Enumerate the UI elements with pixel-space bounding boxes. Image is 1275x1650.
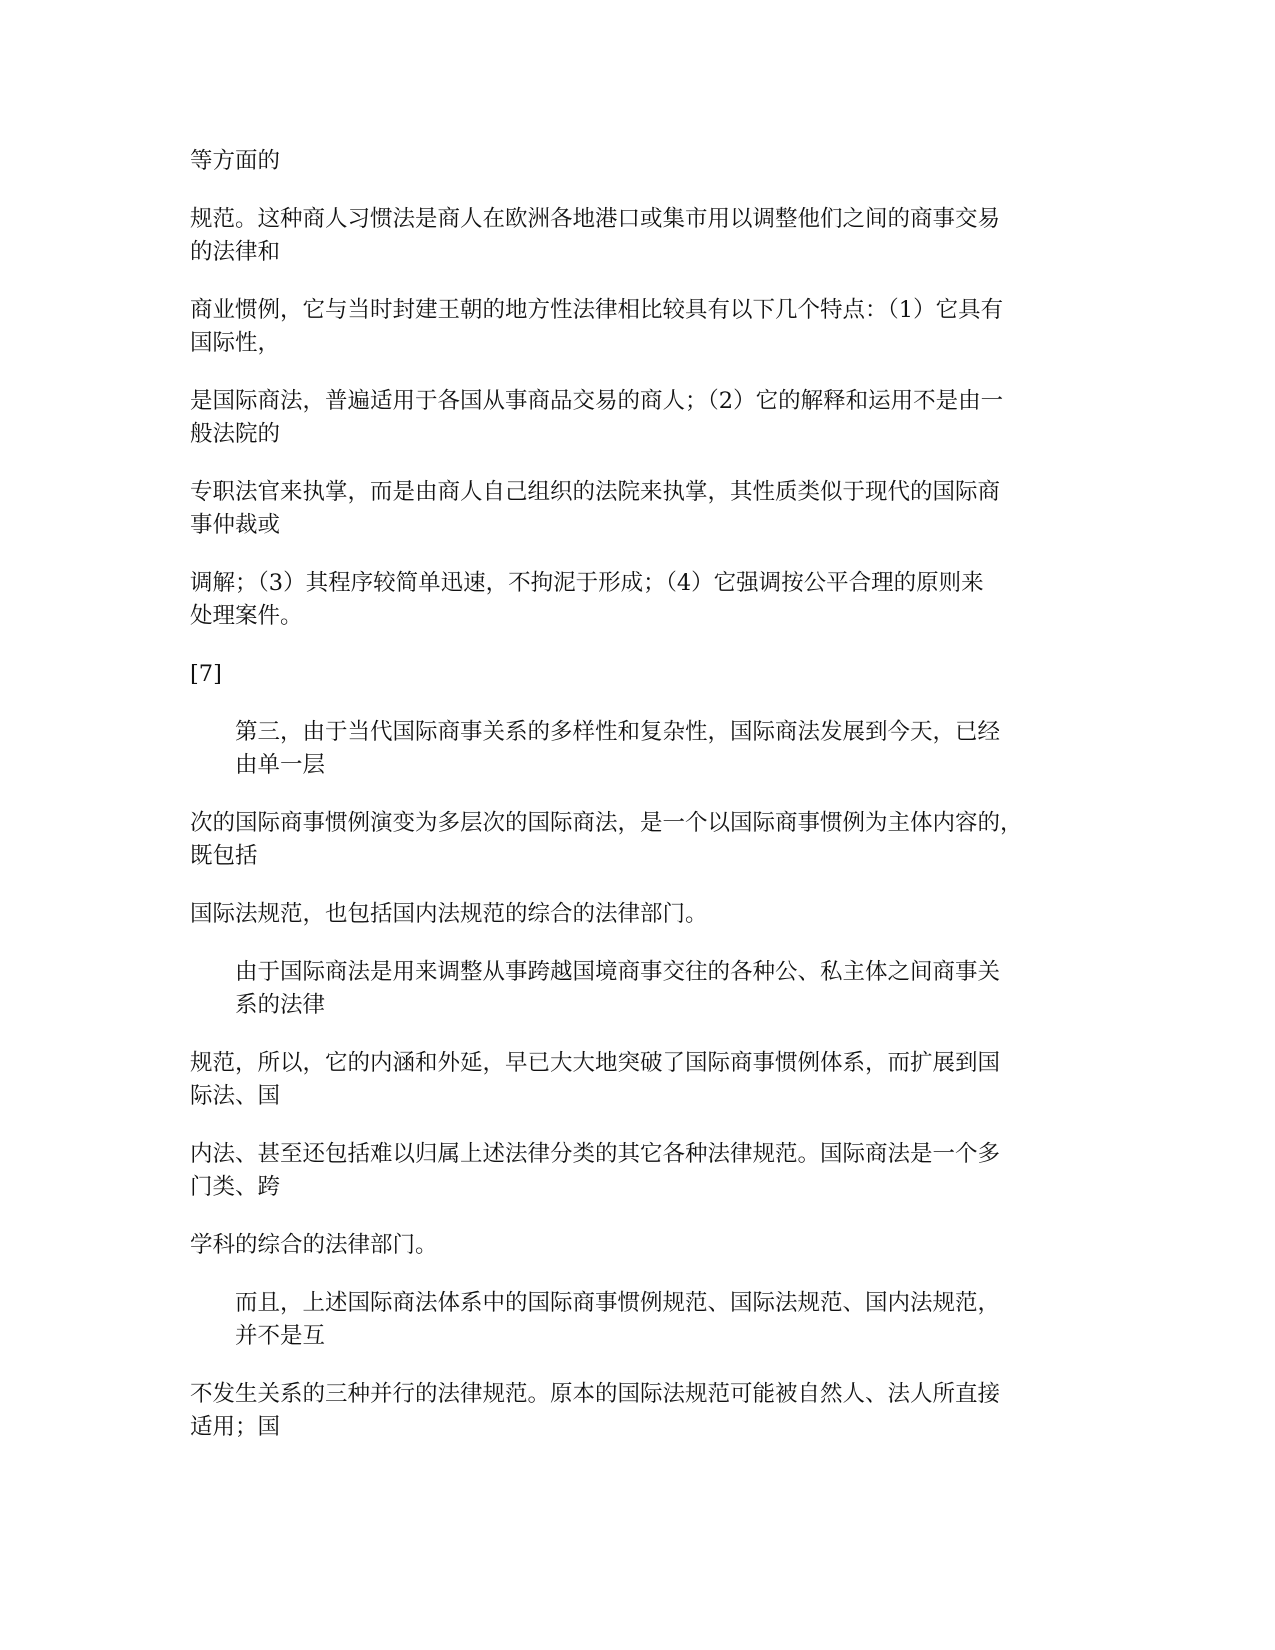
paragraph — [190, 203, 1090, 269]
text-line: 商业惯例，它与当时封建王朝的地方性法律相比较具有以下几个特点：（1）它具有 — [190, 297, 1004, 323]
text-line: 国际法规范，也包括国内法规范的综合的法律部门。 — [190, 901, 708, 927]
text-line: 般法院的 — [190, 421, 281, 447]
paragraph — [190, 716, 1090, 782]
paragraph — [190, 385, 1090, 451]
text-line: 规范，所以，它的内涵和外延，早已大大地突破了国际商事惯例体系，而扩展到国 — [190, 1050, 1001, 1076]
paragraph — [190, 1378, 1090, 1444]
text-line: 系的法律 — [235, 992, 326, 1018]
paragraph — [190, 658, 1090, 691]
text-line: 由单一层 — [235, 752, 326, 778]
paragraph — [190, 1229, 1090, 1262]
paragraph — [190, 1047, 1090, 1113]
text-line: 不发生关系的三种并行的法律规范。原本的国际法规范可能被自然人、法人所直接 — [190, 1381, 1001, 1407]
paragraph — [190, 145, 1090, 178]
text-line: 事仲裁或 — [190, 512, 281, 538]
text-line: 专职法官来执掌，而是由商人自己组织的法院来执掌，其性质类似于现代的国际商 — [190, 479, 1001, 505]
text-line: 既包括 — [190, 843, 258, 869]
text-line: 际法、国 — [190, 1083, 281, 1109]
paragraph — [190, 807, 1090, 873]
text-line: 而且，上述国际商法体系中的国际商事惯例规范、国际法规范、国内法规范， — [235, 1290, 1001, 1316]
text-line: 门类、跨 — [190, 1174, 281, 1200]
text-line: 并不是互 — [235, 1323, 326, 1349]
text-line: 是国际商法，普遍适用于各国从事商品交易的商人；（2）它的解释和运用不是由一 — [190, 388, 1004, 414]
text-line: 国际性， — [190, 330, 281, 356]
text-line: 规范。这种商人习惯法是商人在欧洲各地港口或集市用以调整他们之间的商事交易 — [190, 206, 1001, 232]
text-line: 次的国际商事惯例演变为多层次的国际商法，是一个以国际商事惯例为主体内容的， — [190, 810, 1023, 836]
paragraph — [190, 1138, 1090, 1204]
text-line: 学科的综合的法律部门。 — [190, 1232, 438, 1258]
text-line: 的法律和 — [190, 239, 281, 265]
text-line: 处理案件。 — [190, 603, 303, 629]
text-line: 适用；国 — [190, 1414, 281, 1440]
text-line: [7] — [190, 661, 222, 687]
paragraph — [190, 476, 1090, 542]
paragraph — [190, 1287, 1090, 1353]
text-line: 第三，由于当代国际商事关系的多样性和复杂性，国际商法发展到今天，已经 — [235, 719, 1001, 745]
document-body — [190, 145, 1090, 1469]
text-line: 内法、甚至还包括难以归属上述法律分类的其它各种法律规范。国际商法是一个多 — [190, 1141, 1001, 1167]
text-line: 调解；（3）其程序较简单迅速，不拘泥于形成；（4）它强调按公平合理的原则来 — [190, 570, 984, 596]
paragraph — [190, 956, 1090, 1022]
paragraph — [190, 567, 1090, 633]
paragraph — [190, 898, 1090, 931]
text-line: 等方面的 — [190, 148, 281, 174]
text-line: 由于国际商法是用来调整从事跨越国境商事交往的各种公、私主体之间商事关 — [235, 959, 1001, 985]
paragraph — [190, 294, 1090, 360]
